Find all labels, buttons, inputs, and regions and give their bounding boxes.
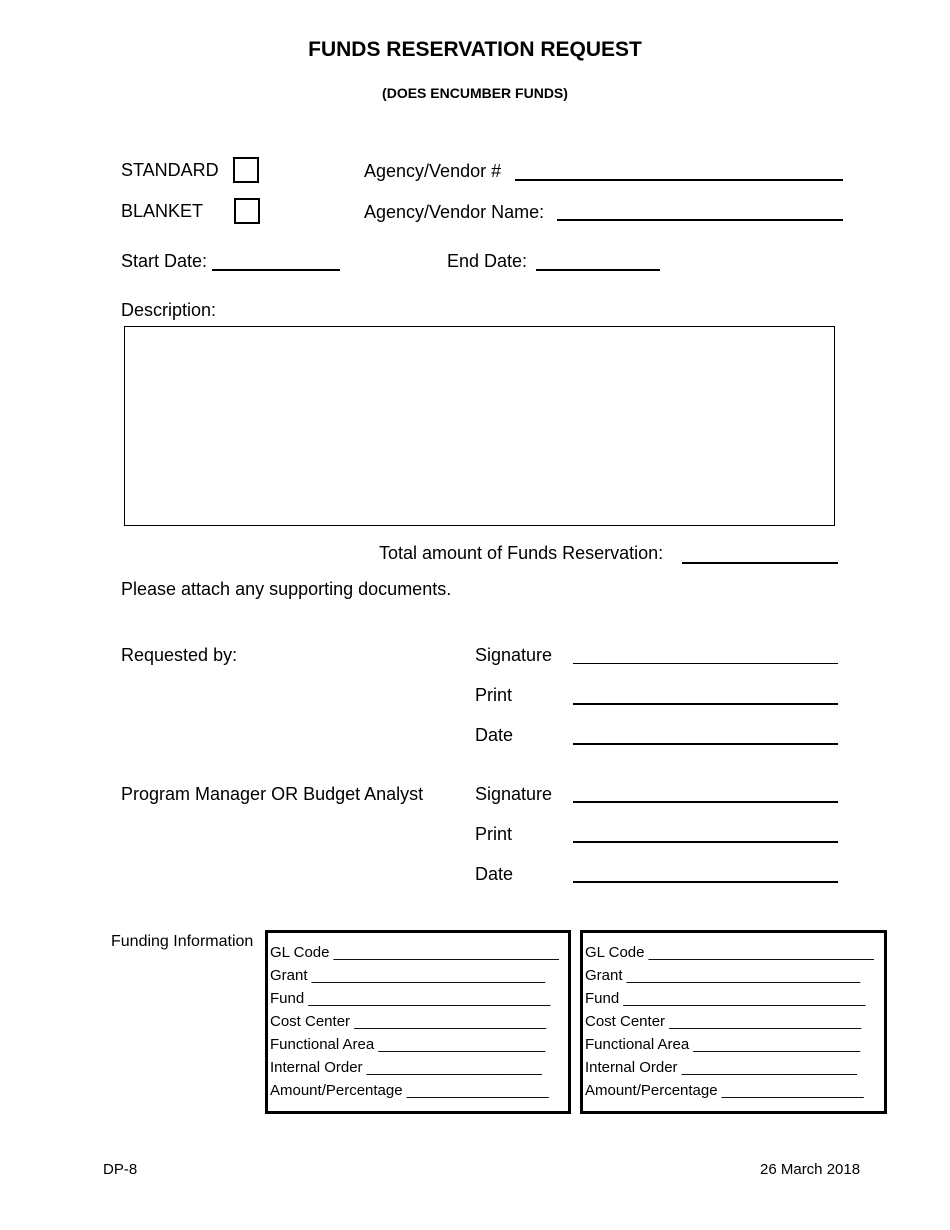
manager-label: Program Manager OR Budget Analyst — [121, 784, 424, 804]
requester-date-field[interactable] — [573, 743, 838, 745]
manager-print-label: Print — [475, 824, 513, 844]
start-date-field[interactable] — [212, 269, 340, 271]
end-date-label: End Date: — [447, 251, 528, 271]
vendor-number-label: Agency/Vendor # — [364, 161, 502, 181]
fund-functional-area[interactable]: Functional Area ____________________ — [270, 1036, 546, 1053]
fund-grant[interactable]: Grant ____________________________ — [270, 967, 546, 984]
attach-note: Please attach any supporting documents. — [121, 579, 452, 599]
fund-functional-area[interactable]: Functional Area ____________________ — [585, 1036, 861, 1053]
fund-amount-percentage[interactable]: Amount/Percentage _________________ — [270, 1082, 549, 1099]
vendor-number-field[interactable] — [515, 179, 843, 181]
description-textarea[interactable] — [124, 326, 835, 526]
fund-amount-percentage[interactable]: Amount/Percentage _________________ — [585, 1082, 864, 1099]
funding-info-label: Funding Information — [111, 933, 254, 950]
vendor-name-label: Agency/Vendor Name: — [364, 202, 545, 222]
requested-by-label: Requested by: — [121, 645, 238, 665]
fund-fund[interactable]: Fund _____________________________ — [585, 990, 866, 1007]
description-label: Description: — [121, 300, 217, 320]
manager-signature-label: Signature — [475, 784, 553, 804]
manager-signature-field[interactable] — [573, 801, 838, 803]
fund-gl-code[interactable]: GL Code ___________________________ — [270, 944, 559, 961]
requester-signature-label: Signature — [475, 645, 553, 665]
funding-box-1 — [265, 930, 571, 1114]
fund-grant[interactable]: Grant ____________________________ — [585, 967, 861, 984]
requester-signature-field[interactable] — [573, 663, 838, 664]
blanket-checkbox[interactable] — [234, 198, 260, 224]
fund-fund[interactable]: Fund _____________________________ — [270, 990, 551, 1007]
end-date-field[interactable] — [536, 269, 660, 271]
fund-internal-order[interactable]: Internal Order _____________________ — [270, 1059, 542, 1076]
funding-box-2 — [580, 930, 887, 1114]
total-amount-field[interactable] — [682, 562, 838, 564]
standard-checkbox[interactable] — [233, 157, 259, 183]
standard-label: STANDARD — [121, 160, 219, 180]
fund-gl-code[interactable]: GL Code ___________________________ — [585, 944, 874, 961]
start-date-label: Start Date: — [121, 251, 208, 271]
form-code: DP-8 — [103, 1161, 138, 1178]
manager-date-label: Date — [475, 864, 514, 884]
blanket-label: BLANKET — [121, 201, 204, 221]
manager-date-field[interactable] — [573, 881, 838, 883]
form-title: FUNDS RESERVATION REQUEST — [308, 38, 642, 61]
revision-date: 26 March 2018 — [760, 1161, 861, 1178]
total-amount-label: Total amount of Funds Reservation: — [379, 543, 664, 563]
requester-print-field[interactable] — [573, 703, 838, 705]
fund-cost-center[interactable]: Cost Center _______________________ — [270, 1013, 547, 1030]
vendor-name-field[interactable] — [557, 219, 843, 221]
requester-date-label: Date — [475, 725, 514, 745]
fund-cost-center[interactable]: Cost Center _______________________ — [585, 1013, 862, 1030]
manager-print-field[interactable] — [573, 841, 838, 843]
fund-internal-order[interactable]: Internal Order _____________________ — [585, 1059, 857, 1076]
form-subtitle: (DOES ENCUMBER FUNDS) — [382, 85, 568, 101]
requester-print-label: Print — [475, 685, 513, 705]
